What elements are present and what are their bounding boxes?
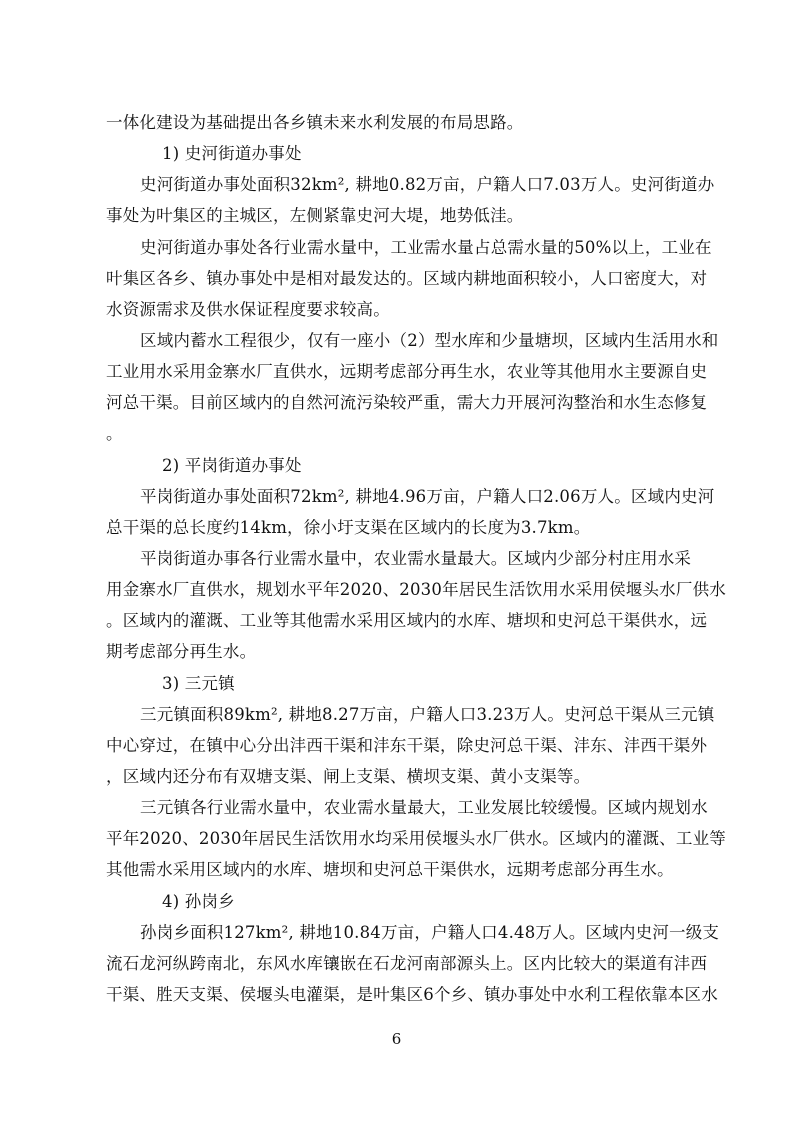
text-line: 区域内蓄水工程很少，仅有一座小（2）型水库和少量塘坝，区域内生活用水和 — [140, 331, 719, 350]
text-line: 用金寨水厂直供水，规划水平年2020、2030年居民生活饮用水采用侯堰头水厂供水 — [106, 580, 726, 599]
text-line: 流石龙河纵跨南北，东风水库镶嵌在石龙河南部源头上。区内比较大的渠道有沣西 — [106, 954, 708, 973]
text-line: 河总干渠。目前区域内的自然河流污染较严重，需大力开展河沟整治和水生态修复 — [106, 393, 708, 412]
page-number: 6 — [391, 1030, 402, 1048]
text-line: 史河街道办事处各行业需水量中，工业需水量占总需水量的50%以上，工业在 — [140, 238, 712, 257]
text-line: 。 — [106, 424, 123, 443]
section-heading: 1) 史河街道办事处 — [162, 144, 302, 163]
text-line: 工业用水采用金寨水厂直供水，远期考虑部分再生水，农业等其他用水主要源自史 — [106, 362, 708, 381]
text-line: 三元镇各行业需水量中，农业需水量最大，工业发展比较缓慢。区域内规划水 — [140, 798, 708, 817]
section-heading: 3) 三元镇 — [162, 674, 235, 693]
text-line: 平岗街道办事处面积72km², 耕地4.96万亩，户籍人口2.06万人。区域内史河 — [140, 487, 715, 506]
text-line: 三元镇面积89km², 耕地8.27万亩，户籍人口3.23万人。史河总干渠从三元镇 — [140, 705, 715, 724]
text-line: 干渠、胜天支渠、侯堰头电灌渠，是叶集区6个乡、镇办事处中水利工程依靠本区水 — [106, 985, 718, 1004]
text-line: 期考虑部分再生水。 — [106, 642, 257, 661]
text-line: 中心穿过，在镇中心分出沣西干渠和沣东干渠，除史河总干渠、沣东、沣西干渠外 — [106, 736, 708, 755]
text-line: 史河街道办事处面积32km², 耕地0.82万亩，户籍人口7.03万人。史河街道办 — [140, 175, 715, 194]
text-line: 一体化建设为基础提出各乡镇未来水利发展的布局思路。 — [106, 113, 524, 132]
text-line: 事处为叶集区的主城区，左侧紧靠史河大堤，地势低洼。 — [106, 206, 524, 225]
text-line: 。区域内的灌溉、工业等其他需水采用区域内的水库、塘坝和史河总干渠供水，远 — [106, 611, 708, 630]
text-line: 其他需水采用区域内的水库、塘坝和史河总干渠供水，远期考虑部分再生水。 — [106, 860, 674, 879]
section-heading: 4) 孙岗乡 — [162, 892, 235, 911]
section-heading: 2) 平岗街道办事处 — [162, 456, 302, 475]
text-line: 总干渠的总长度约14km，徐小圩支渠在区域内的长度为3.7km。 — [106, 518, 591, 537]
text-line: 水资源需求及供水保证程度要求较高。 — [106, 300, 390, 319]
text-line: 平岗街道办事各行业需水量中，农业需水量最大。区域内少部分村庄用水采 — [140, 549, 692, 568]
text-line: 叶集区各乡、镇办事处中是相对最发达的。区域内耕地面积较小，人口密度大，对 — [106, 269, 708, 288]
text-line: 平年2020、2030年居民生活饮用水均采用侯堰头水厂供水。区域内的灌溉、工业等 — [106, 829, 726, 848]
text-line: ，区域内还分布有双塘支渠、闸上支渠、横坝支渠、黄小支渠等。 — [106, 767, 591, 786]
text-line: 孙岗乡面积127km², 耕地10.84万亩，户籍人口4.48万人。区域内史河一级支 — [140, 923, 720, 942]
